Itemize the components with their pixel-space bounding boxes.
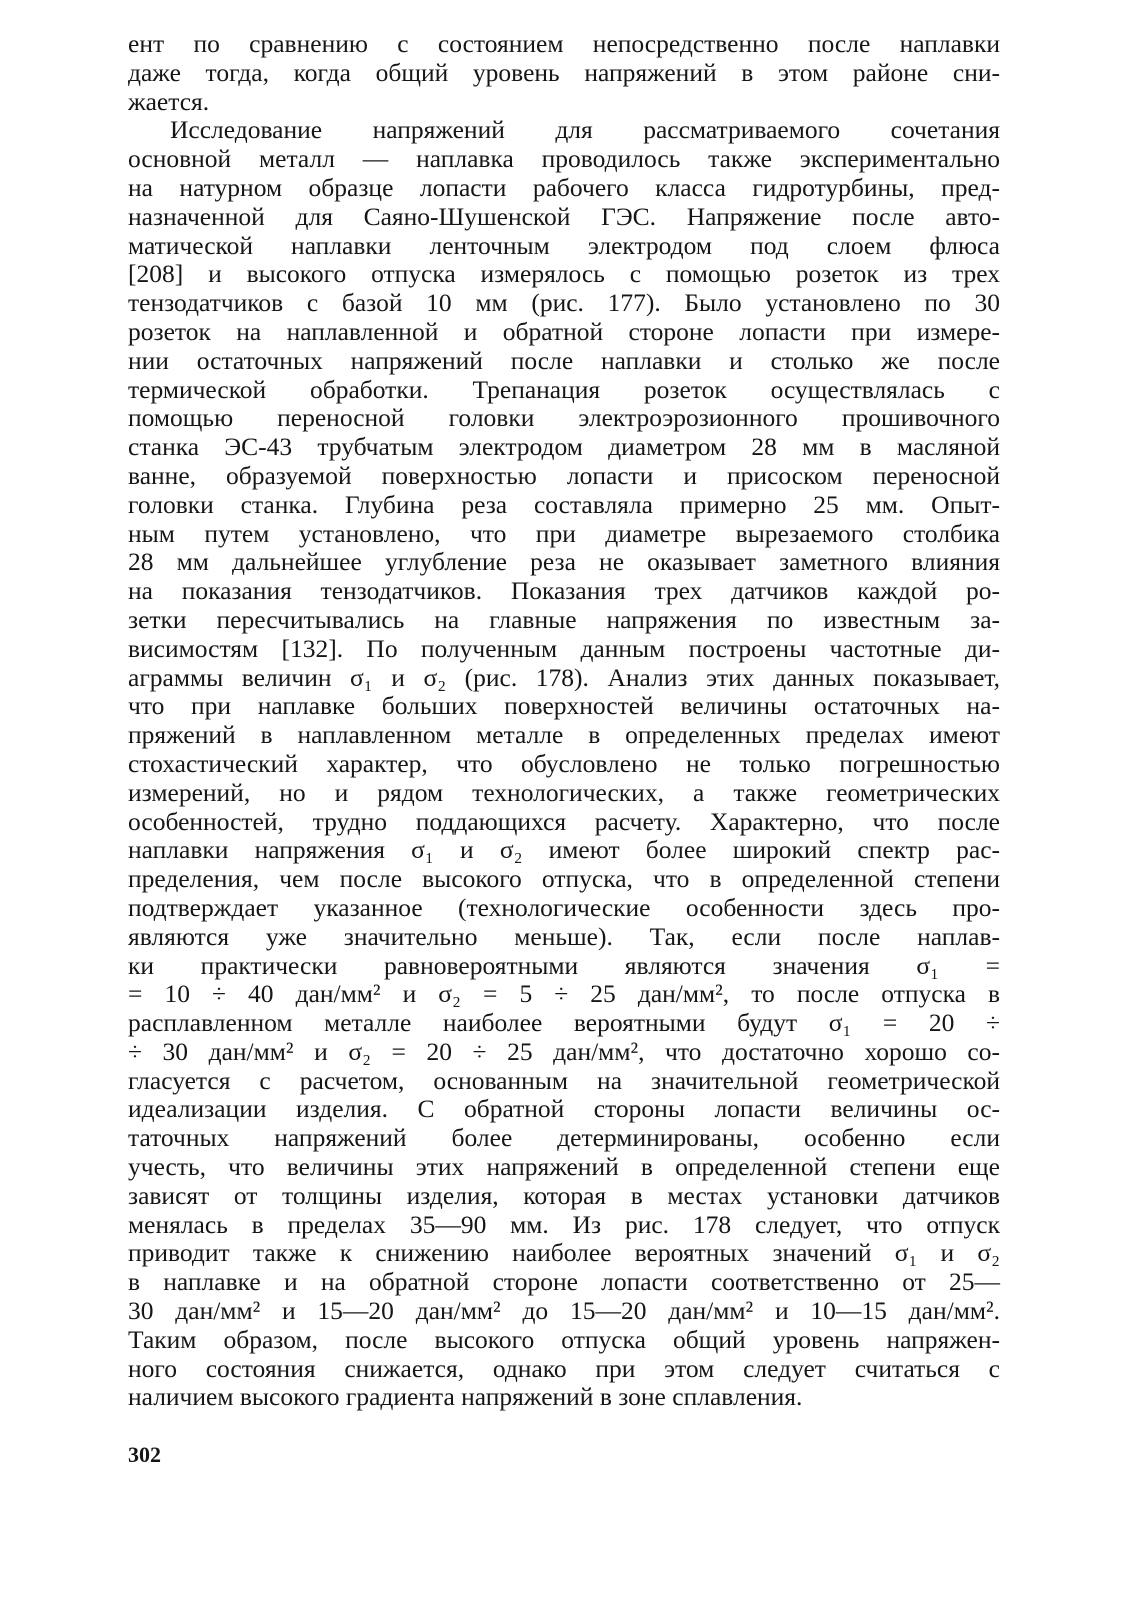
text-line: пряжений в наплавленном металле в определенных пределах имеют [128,720,1000,750]
text-line: ного состояния снижается, однако при этом следует считаться с [128,1353,1000,1383]
text-line: матической наплавки ленточным электродом под слоем флюса [128,230,1000,260]
text-line: на натурном образце лопасти рабочего класса гидротурбины, пред- [128,172,1000,202]
text-line: в наплавке и на обратной стороне лопасти соответственно от 25— [128,1267,1000,1297]
text-line: таточных напряжений более детерминированы, особенно если [128,1123,1000,1153]
text-line: розеток на наплавленной и обратной стороне лопасти при измере- [128,316,1000,346]
text-line: 30 дан/мм² и 15—20 дан/мм² до 15—20 дан/мм² и 10—15 дан/мм². [128,1296,1000,1326]
page-number: 302 [128,1442,161,1467]
paragraph-stress-study [128,116,1000,1412]
text-line: что при наплавке больших поверхностей величины остаточных на- [128,691,1000,721]
text-line: Таким образом, после высокого отпуска общий уровень напряжен- [128,1324,1000,1354]
text-line: ент по сравнению с состоянием непосредственно после наплавки [128,29,1000,58]
text-line: термической обработки. Трепанация розеток осуществлялась с [128,374,1000,404]
paragraph-continuation [128,30,1000,116]
text-line: [208] и высокого отпуска измерялось с помощью розеток из трех [128,259,1000,289]
text-line: аграммы величин σ₁ и σ₂ (рис. 178). Анализ этих данных показывает, [128,662,1000,692]
text-line: станка ЭС-43 трубчатым электродом диаметром 28 мм в масляной [128,432,1000,462]
text-line: подтверждает указанное (технологические особенности здесь про- [128,892,1000,922]
text-line: стохастический характер, что обусловлено не только погрешностью [128,748,1000,778]
text-line: жается. [128,86,210,116]
text-line: тензодатчиков с базой 10 мм (рис. 177). Было установлено по 30 [128,288,1000,318]
text-line: учесть, что величины этих напряжений в определенной степени еще [128,1152,1000,1182]
text-line: приводит также к снижению наиболее вероятных значений σ₁ и σ₂ [128,1238,1000,1268]
page-body [128,30,1000,1412]
text-line: измерений, но и рядом технологических, а также геометрических [128,777,1000,807]
text-line: расплавленном металле наиболее вероятными будут σ₁ = 20 ÷ [128,1008,1000,1038]
text-line: ванне, образуемой поверхностью лопасти и присоском переносной [128,460,1000,490]
text-line: наплавки напряжения σ₁ и σ₂ имеют более широкий спектр рас- [128,835,1000,865]
text-line: головки станка. Глубина реза составляла примерно 25 мм. Опыт- [128,489,1000,519]
text-line: даже тогда, когда общий уровень напряжений в этом районе сни- [128,57,1000,87]
text-line: 28 мм дальнейшее углубление реза не оказывает заметного влияния [128,547,1000,577]
text-line: Исследование напряжений для рассматриваемого сочетания [170,115,1000,145]
text-line: ки практически равновероятными являются значения σ₁ = [128,950,1000,980]
text-line: висимостям [132]. По полученным данным построены частотные ди- [128,633,1000,663]
text-line: нии остаточных напряжений после наплавки и столько же после [128,345,1000,375]
text-line: гласуется с расчетом, основанным на значительной геометрической [128,1065,1000,1095]
text-line: особенностей, трудно поддающихся расчету. Характерно, что после [128,806,1000,836]
text-line: зетки пересчитывались на главные напряжения по известным за- [128,604,1000,634]
text-line: на показания тензодатчиков. Показания трех датчиков каждой ро- [128,576,1000,606]
text-line: основной металл — наплавка проводилось также экспериментально [128,144,1000,174]
text-line: назначенной для Саяно-Шушенской ГЭС. Напряжение после авто- [128,201,1000,231]
text-line: идеализации изделия. С обратной стороны лопасти величины ос- [128,1094,1000,1124]
text-line: пределения, чем после высокого отпуска, что в определенной степени [128,864,1000,894]
text-line: зависят от толщины изделия, которая в местах установки датчиков [128,1180,1000,1210]
text-line: помощью переносной головки электроэрозионного прошивочного [128,403,1000,433]
text-line: ÷ 30 дан/мм² и σ₂ = 20 ÷ 25 дан/мм², что достаточно хорошо со- [128,1036,1000,1066]
text-line: менялась в пределах 35—90 мм. Из рис. 178 следует, что отпуск [128,1209,1000,1239]
text-line: ным путем установлено, что при диаметре вырезаемого столбика [128,518,1000,548]
text-line: = 10 ÷ 40 дан/мм² и σ₂ = 5 ÷ 25 дан/мм², то после отпуска в [128,979,1000,1009]
text-line: наличием высокого градиента напряжений в зоне сплавления. [128,1382,803,1412]
text-line: являются уже значительно меньше). Так, если после наплав- [128,921,1000,951]
